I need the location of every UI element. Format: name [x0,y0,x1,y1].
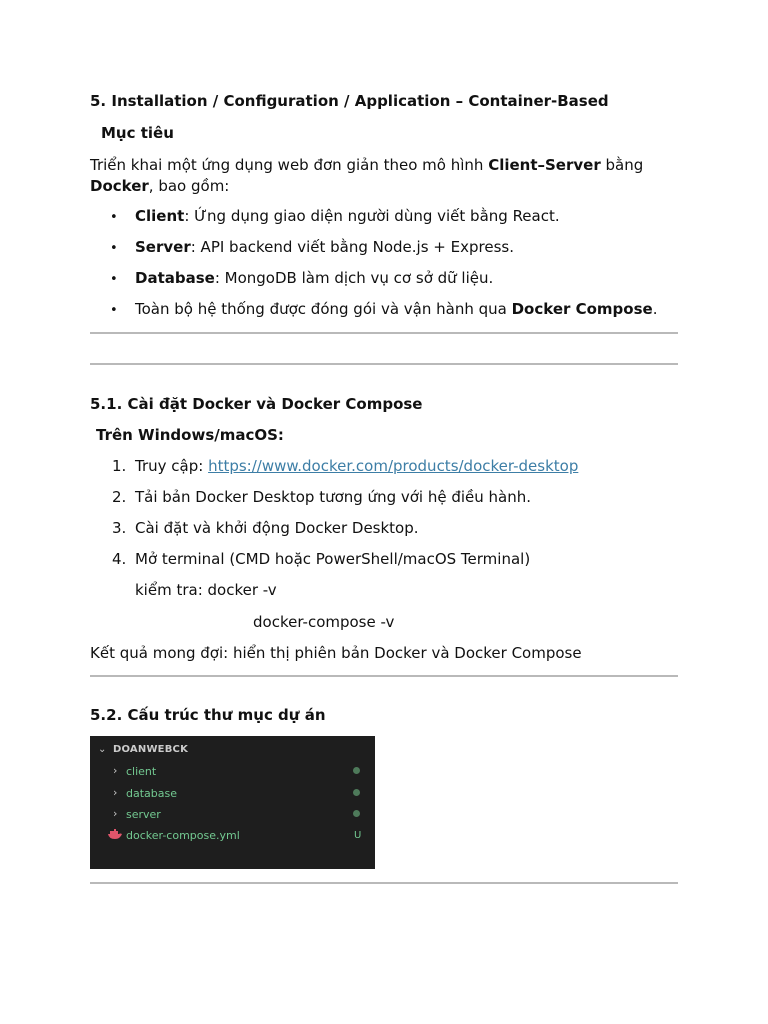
bullet-suffix: . [652,300,658,318]
chevron-right-icon[interactable]: › [113,764,118,777]
intro-mid-text: bằng [600,156,644,174]
step-number: 1. [112,457,127,475]
bullet-item-server [135,237,514,258]
horizontal-rule [90,882,678,884]
check-command-1: kiểm tra: docker -v [135,581,277,599]
bullet-bold: Server [135,238,191,256]
folder-database[interactable]: database [126,787,177,800]
intro-bold-docker: Docker [90,177,149,195]
bullet-bold: Docker Compose [511,300,653,318]
section-5-1-heading: 5.1. Cài đặt Docker và Docker Compose [90,395,423,413]
intro-bold-client-server: Client–Server [488,156,601,174]
docker-whale-icon [107,828,123,840]
horizontal-rule [90,332,678,334]
step-item-1 [135,456,578,477]
horizontal-rule [90,363,678,365]
step-item-2: Tải bản Docker Desktop tương ứng với hệ điều hành. [135,488,532,506]
step-text: Truy cập: [135,457,209,475]
step-number: 4. [112,550,127,568]
bullet-text: : API backend viết bằng Node.js + Express. [190,238,514,256]
bullet-text: Toàn bộ hệ thống được đóng gói và vận hành qua [135,300,512,318]
git-status-dot [353,767,360,774]
step-item-3: Cài đặt và khởi động Docker Desktop. [135,519,419,537]
bullet-item-client [135,206,560,227]
section-5-1-subheading: Trên Windows/macOS: [96,426,284,444]
git-status-dot [353,810,360,817]
chevron-right-icon[interactable]: › [113,786,118,799]
chevron-right-icon[interactable]: › [113,807,118,820]
section-5-2-heading: 5.2. Cấu trúc thư mục dự án [90,706,326,724]
intro-text: Triển khai một ứng dụng web đơn giản theo mô hình [90,156,489,174]
bullet-glyph: • [110,303,118,318]
intro-line-1 [90,155,643,176]
section-5-heading: 5. Installation / Configuration / Application – Container-Based [90,92,609,110]
step-number: 3. [112,519,127,537]
horizontal-rule [90,675,678,677]
bullet-glyph: • [110,272,118,287]
docker-desktop-link[interactable]: https://www.docker.com/products/docker-desktop [208,457,579,475]
bullet-item-database [135,268,493,289]
bullet-text: : Ứng dụng giao diện người dùng viết bằng React. [184,207,560,225]
bullet-glyph: • [110,210,118,225]
intro-line-2 [90,176,229,197]
folder-client[interactable]: client [126,765,157,778]
file-docker-compose[interactable]: docker-compose.yml [126,829,240,842]
git-status-untracked: U [354,830,362,841]
step-number: 2. [112,488,127,506]
expected-result: Kết quả mong đợi: hiển thị phiên bản Docker và Docker Compose [90,644,582,662]
bullet-text: : MongoDB làm dịch vụ cơ sở dữ liệu. [214,269,494,287]
bullet-glyph: • [110,241,118,256]
goal-title: Mục tiêu [101,124,174,142]
file-explorer-screenshot [90,736,375,869]
explorer-root-folder[interactable]: DOANWEBCK [113,744,189,755]
git-status-dot [353,789,360,796]
bullet-bold: Database [135,269,215,287]
chevron-down-icon[interactable]: ⌄ [98,744,107,755]
folder-server[interactable]: server [126,808,161,821]
step-item-4: Mở terminal (CMD hoặc PowerShell/macOS Terminal) [135,550,531,568]
bullet-item-docker-compose [135,299,657,320]
intro-suffix-text: , bao gồm: [148,177,230,195]
bullet-bold: Client [135,207,185,225]
check-command-2: docker-compose -v [253,613,395,631]
